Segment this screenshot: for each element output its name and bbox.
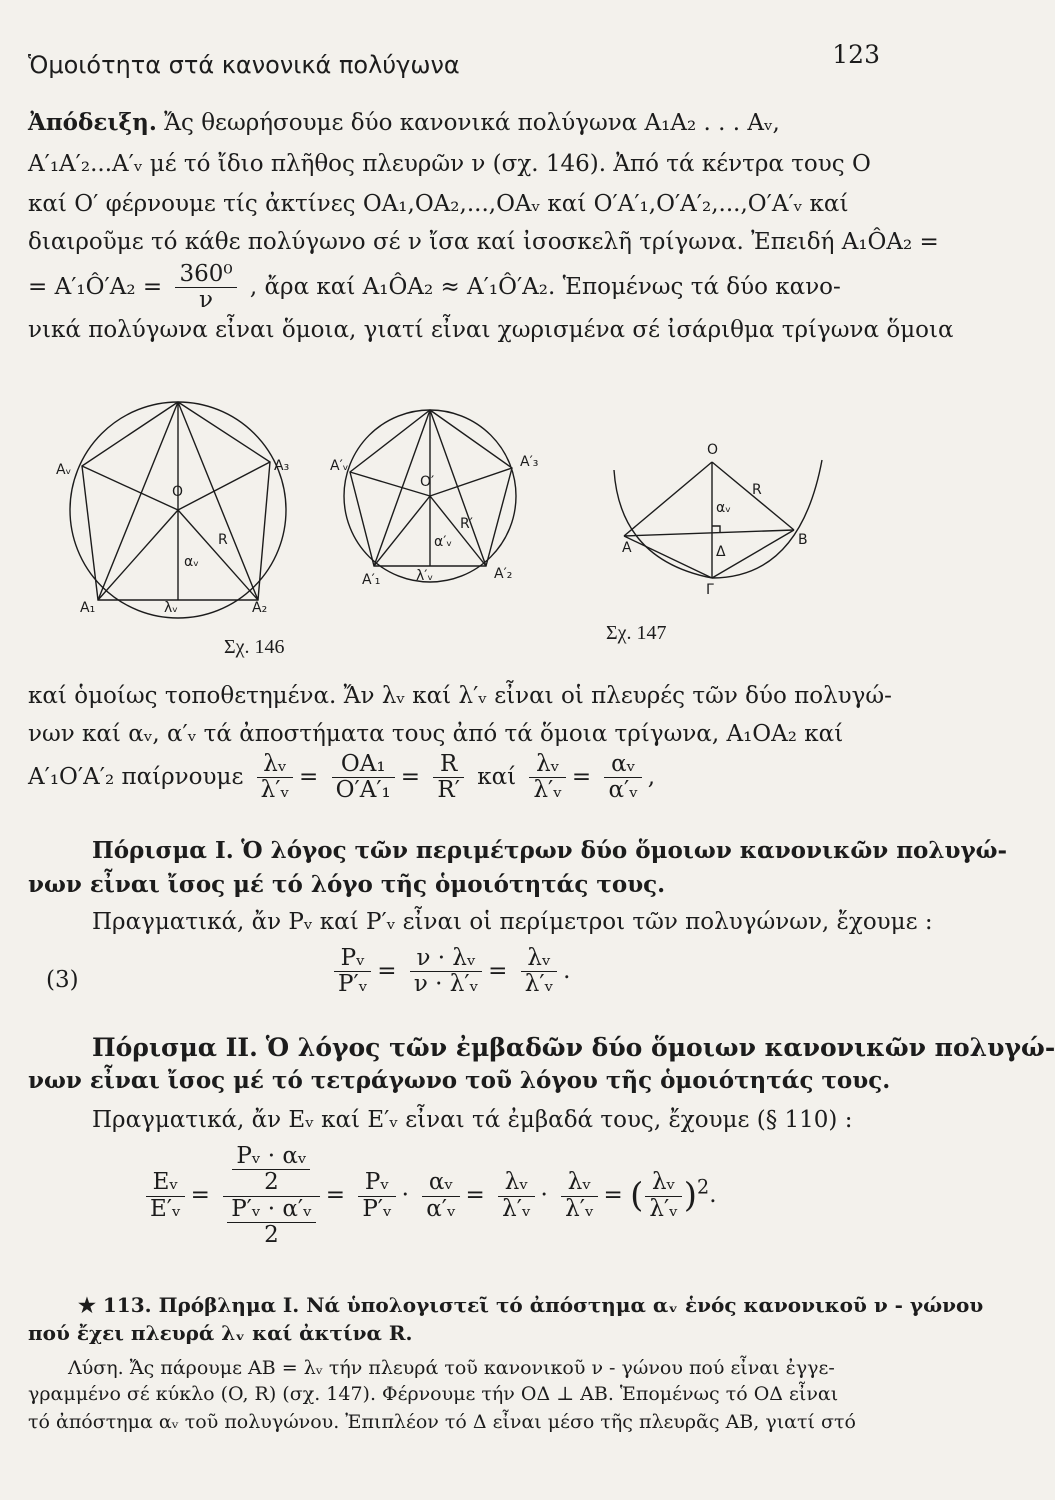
label-R: R — [218, 532, 228, 548]
label-R: R — [752, 482, 762, 498]
label-A2: A₂ — [252, 600, 268, 616]
equation-area: $\frac{\text{Eᵥ}}{\text{E′ᵥ}}$ = $\frac{\frac{\text{Pᵥ · αᵥ}}{2}}{\frac{\text{P′ᵥ · α′ᵥ}}{2}}$ = $\frac{\text{Pᵥ}}{\text{P′ᵥ}}$ · $\frac{\text{αᵥ}}{\text{α′ᵥ}}$ = $\frac{\text{λᵥ}}{\text{λ′ᵥ}}$ · $\frac{\text{λᵥ}}{\text{λ′ᵥ}}$ = ( $\frac{\text{λᵥ}}{\text{λ′ᵥ}}$ )$^2$. — [140, 1144, 902, 1264]
angle-eq-right: , ἄρα καί A₁ÔA₂ ≈ A′₁Ô′A₂. Ἑπομένως τά δύο κανο- — [249, 273, 841, 300]
figure-146-left — [56, 402, 289, 618]
radius-line — [374, 496, 430, 566]
label-O: O — [707, 442, 719, 458]
label-Gamma: Γ — [706, 582, 714, 598]
numerator: P′ᵥ · α′ᵥ — [227, 1197, 316, 1223]
denominator: E′ᵥ — [150, 1195, 181, 1222]
problem-heading-2: πού ἔχει πλευρά λᵥ καί ἀκτίνα R. — [28, 1321, 413, 1345]
numerator: OA₁ — [332, 752, 395, 778]
open-paren: ( — [630, 1175, 644, 1216]
corollary-1-para: Πραγματικά, ἄν Pᵥ καί P′ᵥ εἶναι οἱ περίμετροι τῶν πολυγώνων, ἔχουμε : — [92, 909, 933, 935]
denominator: λ′ᵥ — [524, 971, 554, 998]
ratio-area — [146, 1170, 185, 1222]
corollary-1-heading: Πόρισμα I. — [92, 837, 234, 864]
bottom-fraction — [227, 1197, 316, 1249]
denominator: λ′ᵥ — [649, 1195, 678, 1222]
denominator: 2 — [264, 1169, 279, 1196]
label-B: B — [798, 532, 808, 548]
page-number: 123 — [832, 40, 880, 69]
label-O: O — [172, 484, 184, 500]
angle-eq-left: = A′₁Ô′A₂ = — [28, 273, 163, 300]
corollary-2-para: Πραγματικά, ἄν Eᵥ καί E′ᵥ εἶναι τά ἐμβαδά τους, ἔχουμε (§ 110) : — [92, 1107, 853, 1133]
numerator: Pᵥ — [358, 1170, 395, 1196]
denominator: α′ᵥ — [608, 777, 638, 804]
proof-line-5 — [28, 262, 902, 314]
line-OB — [712, 462, 794, 530]
numerator: λᵥ — [498, 1170, 534, 1196]
line-OA — [624, 462, 712, 536]
para2-lead: A′₁O′A′₂ παίρνουμε — [28, 763, 244, 790]
figure-147 — [614, 442, 822, 598]
label-A-nu-prime: A′ᵥ — [330, 458, 349, 474]
problem-heading: ★ 113. Πρόβλημα I. Νά ὑπολογιστεῖ τό ἀπόστημα αᵥ ἑνός κανονικοῦ ν - γώνου — [78, 1293, 984, 1317]
ratio-n-lambda — [410, 946, 482, 998]
compound-denominator — [223, 1197, 320, 1249]
line-BG — [712, 530, 794, 578]
label-A3-prime: A′₃ — [520, 454, 539, 470]
proof-text-1: Ἄς θεωρήσουμε δύο κανονικά πολύγωνα A₁A₂ . . . Aᵥ, — [164, 110, 780, 136]
label-alpha: αᵥ — [184, 554, 200, 570]
ratio-alpha — [422, 1170, 459, 1222]
numerator: Eᵥ — [146, 1170, 185, 1196]
denominator: P′ᵥ — [338, 971, 368, 998]
numerator: ν · λᵥ — [410, 946, 482, 972]
label-R-prime: R′ — [460, 516, 473, 532]
caption-fig-147: Σχ. 147 — [606, 622, 667, 644]
circumcircle-right — [344, 410, 516, 582]
chord-AB — [624, 530, 794, 536]
running-header: Ὁμοιότητα στά κανονικά πολύγωνα — [28, 51, 460, 79]
numerator: λᵥ — [521, 946, 557, 972]
label-A3: A₃ — [274, 458, 290, 474]
denominator: ν · λ′ᵥ — [413, 971, 479, 998]
corollary-2-heading: Πόρισμα II. — [92, 1033, 258, 1062]
numerator: R — [433, 752, 464, 778]
polygon-left — [82, 402, 270, 600]
radius-line — [430, 496, 486, 566]
ratio-perimeter — [334, 946, 371, 998]
denominator: O′A′₁ — [335, 777, 391, 804]
label-A2-prime: A′₂ — [494, 566, 513, 582]
label-Delta: Δ — [716, 544, 726, 560]
solution-line-3: τό ἀπόστημα αᵥ τοῦ πολυγώνου. Ἐπιπλέον τό Δ εἶναι μέσο τῆς πλευρᾶς AB, γιατί στό — [28, 1411, 856, 1433]
label-O-prime: O′ — [420, 474, 435, 490]
denominator: α′ᵥ — [426, 1195, 456, 1222]
denominator: λ′ᵥ — [502, 1195, 531, 1222]
ratio-lambda-2 — [529, 752, 565, 804]
numerator: λᵥ — [529, 752, 565, 778]
corollary-2-text: Ὁ λόγος τῶν ἐμβαδῶν δύο ὅμοιων κανονικῶν πολυγώ- — [265, 1033, 1055, 1062]
caption-fig-146: Σχ. 146 — [224, 636, 285, 658]
label-alpha-prime: α′ᵥ — [434, 534, 453, 550]
label-lambda: λᵥ — [164, 600, 179, 616]
arc — [614, 460, 822, 578]
corollary-2-line-1 — [92, 1033, 1055, 1062]
label-A: A — [622, 540, 632, 556]
ratio-lambda — [521, 946, 557, 998]
proof-line-1 — [28, 110, 902, 136]
right-angle-mark — [712, 526, 720, 533]
label-lambda-prime: λ′ᵥ — [416, 568, 434, 584]
proof-line-4: διαιροῦμε τό κάθε πολύγωνο σέ ν ἴσα καί ἰσοσκελῆ τρίγωνα. Ἐπειδή A₁ÔA₂ = — [28, 229, 939, 255]
denominator: λ′ᵥ — [565, 1195, 594, 1222]
radius-line — [98, 510, 178, 600]
compound-numerator — [223, 1144, 320, 1197]
radius-line — [178, 510, 258, 600]
fraction-numerator: 360⁰ — [175, 262, 236, 288]
radius-line — [350, 472, 430, 496]
corollary-1-text: Ὁ λόγος τῶν περιμέτρων δύο ὅμοιων κανονικῶν πολυγώ- — [241, 837, 1008, 864]
numerator: λᵥ — [645, 1170, 681, 1196]
line-AG — [624, 536, 712, 578]
ratio-OA — [332, 752, 395, 804]
top-fraction — [232, 1144, 310, 1196]
label-A1-prime: A′₁ — [362, 572, 381, 588]
proof-line-3: καί O′ φέρνουμε τίς ἀκτίνες OA₁,OA₂,...,OAᵥ καί O′A′₁,O′A′₂,...,O′A′ᵥ καί — [28, 191, 849, 217]
denominator: λ′ᵥ — [260, 777, 290, 804]
figure-146-right — [330, 410, 538, 588]
label-A1: A₁ — [80, 600, 96, 616]
numerator: αᵥ — [604, 752, 641, 778]
denominator: λ′ᵥ — [533, 777, 562, 804]
numerator: αᵥ — [422, 1170, 459, 1196]
numerator: Pᵥ — [334, 946, 371, 972]
diagonal-line — [98, 402, 178, 600]
circumcircle-left — [70, 402, 286, 618]
equation-number: (3) — [46, 967, 79, 993]
numerator: λᵥ — [561, 1170, 597, 1196]
diagonal-line — [430, 410, 486, 566]
ratio-lambda — [257, 752, 293, 804]
numerator: Pᵥ · αᵥ — [232, 1144, 310, 1170]
denominator: 2 — [264, 1221, 279, 1248]
fraction-denominator: ν — [199, 287, 213, 314]
para2-line-1: καί ὁμοίως τοποθετημένα. Ἄν λᵥ καί λ′ᵥ εἶναι οἱ πλευρές τῶν δύο πολυγώ- — [28, 683, 892, 709]
solution-line-2: γραμμένο σέ κύκλο (O, R) (σχ. 147). Φέρνουμε τήν OΔ ⊥ AB. Ἑπομένως τό OΔ εἶναι — [28, 1383, 839, 1405]
proof-line-2: A′₁A′₂...A′ᵥ μέ τό ἴδιο πλῆθος πλευρῶν ν (σχ. 146). Ἀπό τά κέντρα τους O — [28, 151, 871, 177]
para2-line-3: A′₁O′A′₂ παίρνουμε $\frac{\text{λᵥ}}{\text{λ′ᵥ}}$ = $\frac{\text{OA₁}}{\text{O′A′₁}}$ = $\frac{R}{R'}$ καί $\frac{\text{λᵥ}}{\text{λ′ᵥ}}$ = $\frac{\text{αᵥ}}{\text{α′ᵥ}}$ , — [28, 751, 656, 804]
ratio-P — [358, 1170, 395, 1222]
ratio-lambda-a — [498, 1170, 534, 1222]
label-A-nu: Aᵥ — [56, 462, 72, 478]
corollary-1-line-1 — [92, 837, 1008, 864]
and-word: καί — [477, 763, 517, 790]
exponent: 2 — [697, 1175, 710, 1199]
radius-line — [82, 466, 178, 510]
solution-line-1: Λύση. Ἄς πάρουμε AB = λᵥ τήν πλευρά τοῦ κανονικοῦ ν - γώνου πού εἶναι ἐγγε- — [68, 1357, 835, 1379]
close-paren: ) — [683, 1175, 698, 1216]
corollary-2-line-2: νων εἶναι ἴσος μέ τό τετράγωνο τοῦ λόγου τῆς ὁμοιότητάς τους. — [28, 1067, 891, 1094]
para2-line-2: νων καί αᵥ, α′ᵥ τά ἀποστήματα τους ἀπό τά ὅμοια τρίγωνα, A₁OA₂ καί — [28, 721, 844, 747]
ratio-R — [433, 752, 464, 804]
ratio-alpha — [604, 752, 641, 804]
proof-label: Ἀπόδειξη. — [28, 109, 157, 136]
proof-line-6: νικά πολύγωνα εἶναι ὅμοια, γιατί εἶναι χωρισμένα σέ ἰσάριθμα τρίγωνα ὅμοια — [28, 317, 954, 343]
label-alpha: αᵥ — [716, 500, 732, 516]
diagonal-line — [374, 410, 430, 566]
fraction-360-over-n — [175, 262, 236, 314]
compound-fraction — [223, 1144, 320, 1248]
equation-3-body: $\frac{\text{Pᵥ}}{\text{P′ᵥ}}$ = $\frac{\text{ν · λᵥ}}{\text{ν · λ′ᵥ}}$ = $\frac{\text{λᵥ}}{\text{λ′ᵥ}}$ . — [328, 946, 570, 998]
denominator: R′ — [437, 777, 460, 804]
radius-line — [178, 462, 270, 510]
denominator: P′ᵥ — [362, 1195, 392, 1222]
ratio-lambda-b — [561, 1170, 597, 1222]
numerator: λᵥ — [257, 752, 293, 778]
polygon-right — [350, 410, 512, 566]
diagonal-line — [178, 402, 258, 600]
radius-line — [430, 468, 512, 496]
corollary-1-line-2: νων εἶναι ἴσος μέ τό λόγο τῆς ὁμοιότητάς τους. — [28, 871, 666, 898]
ratio-lambda-c — [645, 1170, 681, 1222]
